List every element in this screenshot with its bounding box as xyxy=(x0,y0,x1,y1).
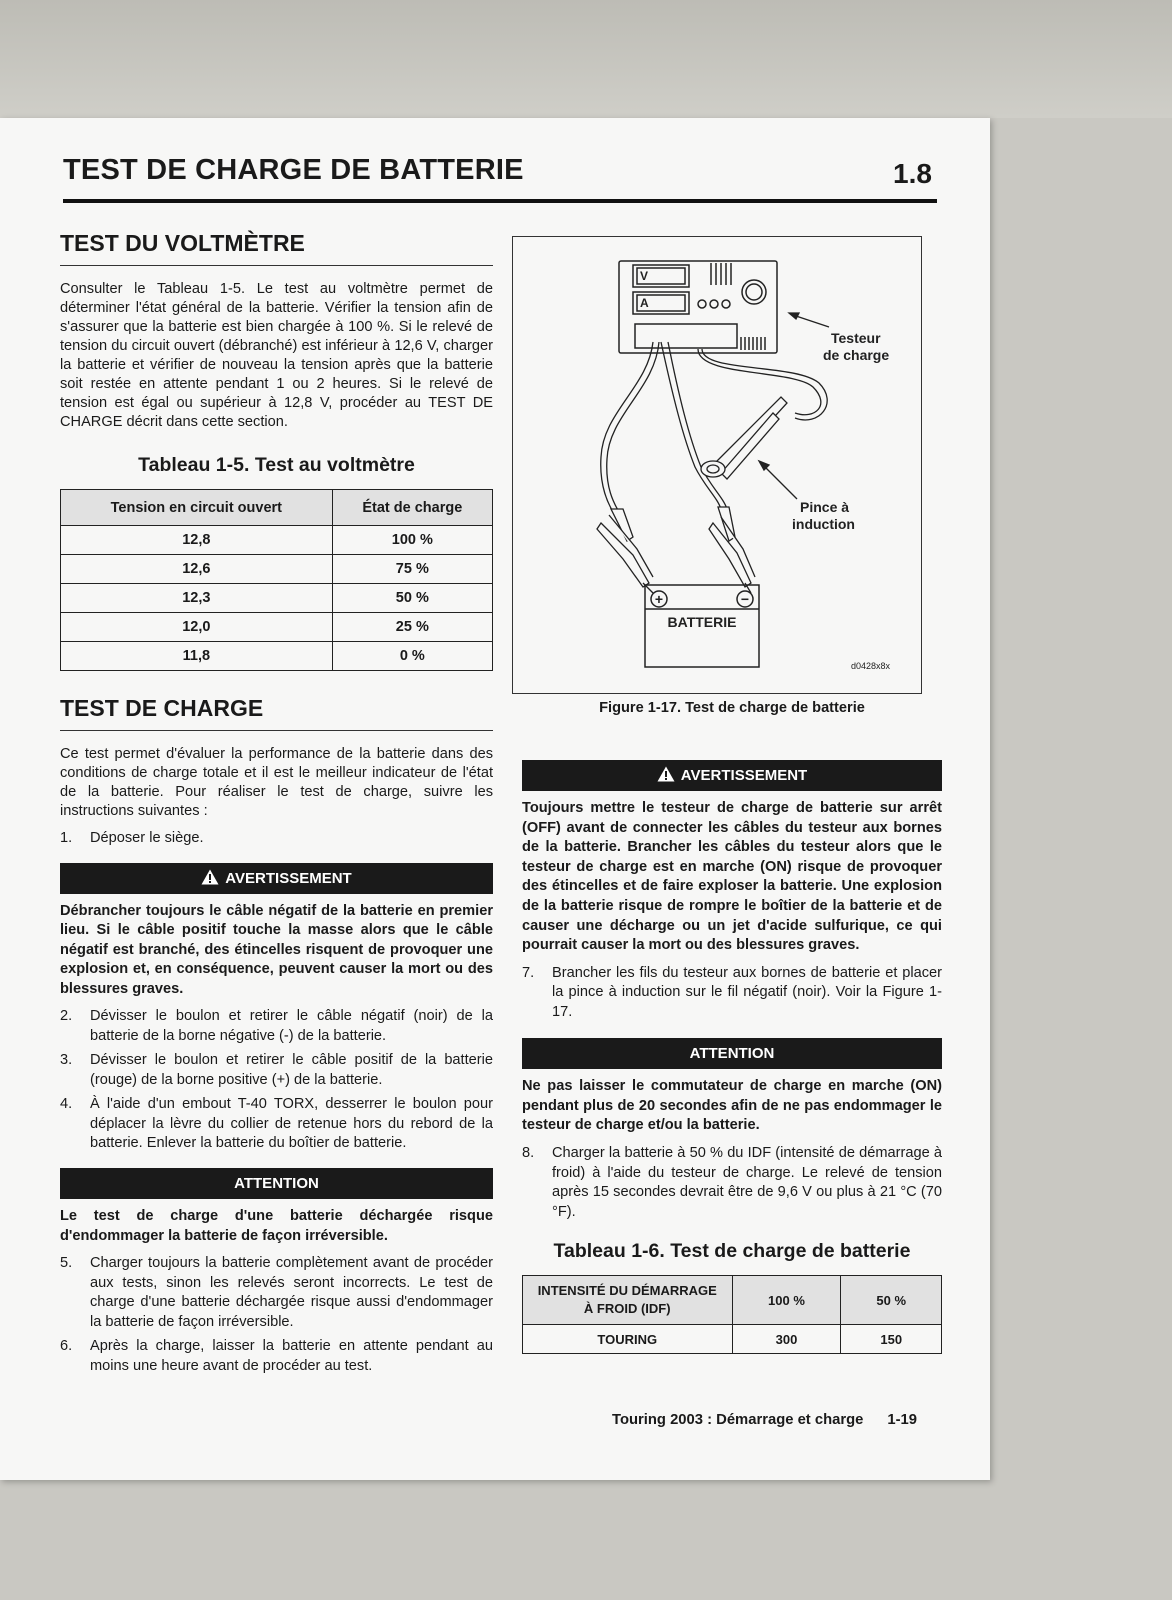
attention-label: ATTENTION xyxy=(689,1045,775,1063)
left-column xyxy=(60,230,493,1376)
charge-test-heading: TEST DE CHARGE xyxy=(60,695,264,721)
section-number: 1.8 xyxy=(893,158,932,189)
table-1-5-title: Tableau 1-5. Test au voltmètre xyxy=(138,454,415,476)
warning-label: AVERTISSEMENT xyxy=(225,869,352,887)
step-number: 4. xyxy=(60,1096,73,1113)
table-cell: 300 xyxy=(732,1325,841,1354)
table-header-line: À FROID (IDF) xyxy=(583,1301,671,1317)
table-cell: 150 xyxy=(841,1325,942,1354)
voltmeter-paragraph: Consulter le Tableau 1-5. Le test au voltmètre permet de déterminer l'état général de la batterie. Vérifier la tension afin de s'assurer que la batterie est bien chargée à 100 %. Si le relevé de tension du circuit ouvert (débranché) est inférieur à 12,6 V, charger la batterie et vérifier de nouveau la tension après que la batterie soit restée en attente pendant 1 ou 2 heures. Si le relevé de tension est égal ou supérieur à 12,8 V, procéder au TEST DE CHARGE décrit dans cette section. xyxy=(60,281,493,430)
label-arrows xyxy=(759,313,829,499)
positive-clip xyxy=(597,509,653,593)
table-cell: 11,8 xyxy=(61,642,333,671)
table-header-row xyxy=(61,490,493,526)
battery-test-diagram xyxy=(513,237,921,693)
warning-text: Toujours mettre le testeur de charge de batterie sur arrêt (OFF) avant de connecter les câbles du testeur aux bornes de la batterie. Brancher les câbles du testeur alors que le testeur de charge est en marche (ON) risque de provoquer des étincelles et de faire exploser la batterie. Une explosion de la batterie risque de rompre le boîtier de la batterie et de causer une décharge ou un jet d'acide sulfurique, ce qui pourrait causer la mort ou des blessures graves. xyxy=(522,800,942,954)
step-text: Dévisser le boulon et retirer le câble positif de la batterie (rouge) de la borne positive (+) de la batterie. xyxy=(90,1052,493,1088)
table-cell: 0 % xyxy=(332,642,492,671)
list-item xyxy=(60,829,493,849)
background-surface xyxy=(0,0,1172,118)
negative-clip xyxy=(709,507,755,593)
steps-list xyxy=(60,1254,493,1376)
warning-label: AVERTISSEMENT xyxy=(680,767,808,784)
page-title: TEST DE CHARGE DE BATTERIE xyxy=(63,154,524,186)
warning-triangle-icon xyxy=(201,869,219,885)
step-number: 2. xyxy=(60,1008,73,1025)
figure-caption: Figure 1-17. Test de charge de batterie xyxy=(599,700,865,716)
tester-label-line1: Testeur xyxy=(831,330,881,346)
figure-1-17 xyxy=(512,236,922,694)
table-cell: 12,0 xyxy=(61,613,333,642)
step-text: Charger la batterie à 50 % du IDF (intensité de démarrage à froid) à l'aide du testeur de charge. Le relevé de tension après 15 secondes devrait être de 9,6 V ou plus à 21 °C (70 °F). xyxy=(552,1145,942,1220)
tester-cables xyxy=(601,342,827,512)
list-item xyxy=(522,1144,942,1222)
table-row xyxy=(61,613,493,642)
charge-test-intro: Ce test permet d'évaluer la performance de la batterie dans des conditions de charge totale et il est le meilleur indicateur de l'état de la batterie. Pour réaliser le test de charge, suivre les instructions suivantes : xyxy=(60,746,493,819)
page-number: 1-19 xyxy=(887,1412,917,1428)
table-cell: 100 % xyxy=(332,526,492,555)
table-cell: 12,6 xyxy=(61,555,333,584)
table-cell: 12,8 xyxy=(61,526,333,555)
step-number: 8. xyxy=(522,1145,535,1162)
step-text: Dévisser le boulon et retirer le câble négatif (noir) de la batterie de la borne négative (-) de la batterie. xyxy=(90,1008,493,1044)
meter-v-label: V xyxy=(640,269,649,283)
meter-a-label: A xyxy=(640,296,649,310)
list-item xyxy=(60,1051,493,1090)
table-header: 50 % xyxy=(841,1276,942,1325)
step-number: 5. xyxy=(60,1255,73,1272)
steps-list xyxy=(522,1144,942,1222)
attention-label: ATTENTION xyxy=(234,1174,319,1192)
step-text: Déposer le siège. xyxy=(90,830,204,846)
positive-terminal-icon: + xyxy=(654,591,664,607)
figure-code: d0428x8x xyxy=(851,661,891,671)
step-text: Après la charge, laisser la batterie en attente pendant au moins une heure avant de procéder au test. xyxy=(90,1338,493,1374)
list-item xyxy=(60,1337,493,1376)
negative-terminal-icon: − xyxy=(740,591,750,607)
table-header xyxy=(523,1276,733,1325)
voltmeter-heading: TEST DU VOLTMÈTRE xyxy=(60,230,305,256)
table-header: 100 % xyxy=(732,1276,841,1325)
battery-label: BATTERIE xyxy=(667,614,737,630)
attention-text: Le test de charge d'une batterie déchargée risque d'endommager la batterie de façon irréversible. xyxy=(60,1207,493,1244)
list-item xyxy=(522,964,942,1023)
warning-text: Débrancher toujours le câble négatif de la batterie en premier lieu. Si le câble positif touche la masse alors que le câble négatif est branché, des étincelles risquent de provoquer une explosion et, en conséquence, peuvent causer la mort ou des blessures graves. xyxy=(60,902,493,997)
table-cell: 12,3 xyxy=(61,584,333,613)
step-text: À l'aide d'un embout T-40 TORX, desserrer le boulon pour déplacer la lèvre du collier de retenue hors du rebord de la batterie. Enlever la batterie du boîtier de batterie. xyxy=(90,1096,493,1152)
step-text: Charger toujours la batterie complètement avant de procéder aux tests, sinon les relevés seront incorrects. Le test de charge d'une batterie déchargée risque aussi d'endommager la batterie de façon irréversible. xyxy=(90,1255,493,1330)
steps-list xyxy=(60,829,493,849)
table-1-6-title: Tableau 1-6. Test de charge de batterie xyxy=(553,1240,911,1263)
step-number: 1. xyxy=(60,830,73,846)
list-item xyxy=(60,1007,493,1046)
step-number: 7. xyxy=(522,964,535,981)
manual-page xyxy=(0,118,990,1480)
warning-banner xyxy=(522,760,942,791)
footer-text: Touring 2003 : Démarrage et charge xyxy=(612,1412,864,1428)
table-header-line: INTENSITÉ DU DÉMARRAGE xyxy=(537,1283,717,1299)
attention-text: Ne pas laisser le commutateur de charge en marche (ON) pendant plus de 20 secondes afin de ne pas endommager le testeur de charge et/ou la batterie. xyxy=(522,1078,942,1134)
table-row xyxy=(61,526,493,555)
charge-test-table xyxy=(522,1275,942,1354)
voltmeter-table xyxy=(60,489,493,671)
table-row xyxy=(61,555,493,584)
step-number: 3. xyxy=(60,1052,73,1069)
steps-list xyxy=(60,1007,493,1154)
step-text: Brancher les fils du testeur aux bornes de batterie et placer la pince à induction sur le fil négatif (noir). Voir la Figure 1-17. xyxy=(552,964,942,1020)
table-header-row xyxy=(523,1276,942,1325)
induction-clamp xyxy=(701,397,787,479)
table-cell: 25 % xyxy=(332,613,492,642)
list-item xyxy=(60,1254,493,1332)
table-cell: TOURING xyxy=(523,1325,733,1354)
warning-banner xyxy=(60,863,493,894)
heading-rule xyxy=(60,265,493,266)
attention-banner xyxy=(522,1038,942,1069)
step-number: 6. xyxy=(60,1338,73,1355)
table-cell: 50 % xyxy=(332,584,492,613)
title-rule xyxy=(63,199,937,203)
clamp-label-line1: Pince à xyxy=(800,499,850,515)
clamp-label-line2: induction xyxy=(792,516,855,532)
table-row xyxy=(61,584,493,613)
tester-label-line2: de charge xyxy=(823,347,890,363)
warning-triangle-icon xyxy=(657,766,675,782)
right-column xyxy=(522,236,942,1354)
attention-banner xyxy=(60,1168,493,1199)
list-item xyxy=(60,1095,493,1154)
table-row xyxy=(61,642,493,671)
table-header: Tension en circuit ouvert xyxy=(61,490,333,526)
table-header: État de charge xyxy=(332,490,492,526)
steps-list xyxy=(522,964,942,1023)
table-row xyxy=(523,1325,942,1354)
page-footer xyxy=(612,1412,917,1428)
heading-rule xyxy=(60,730,493,731)
table-cell: 75 % xyxy=(332,555,492,584)
